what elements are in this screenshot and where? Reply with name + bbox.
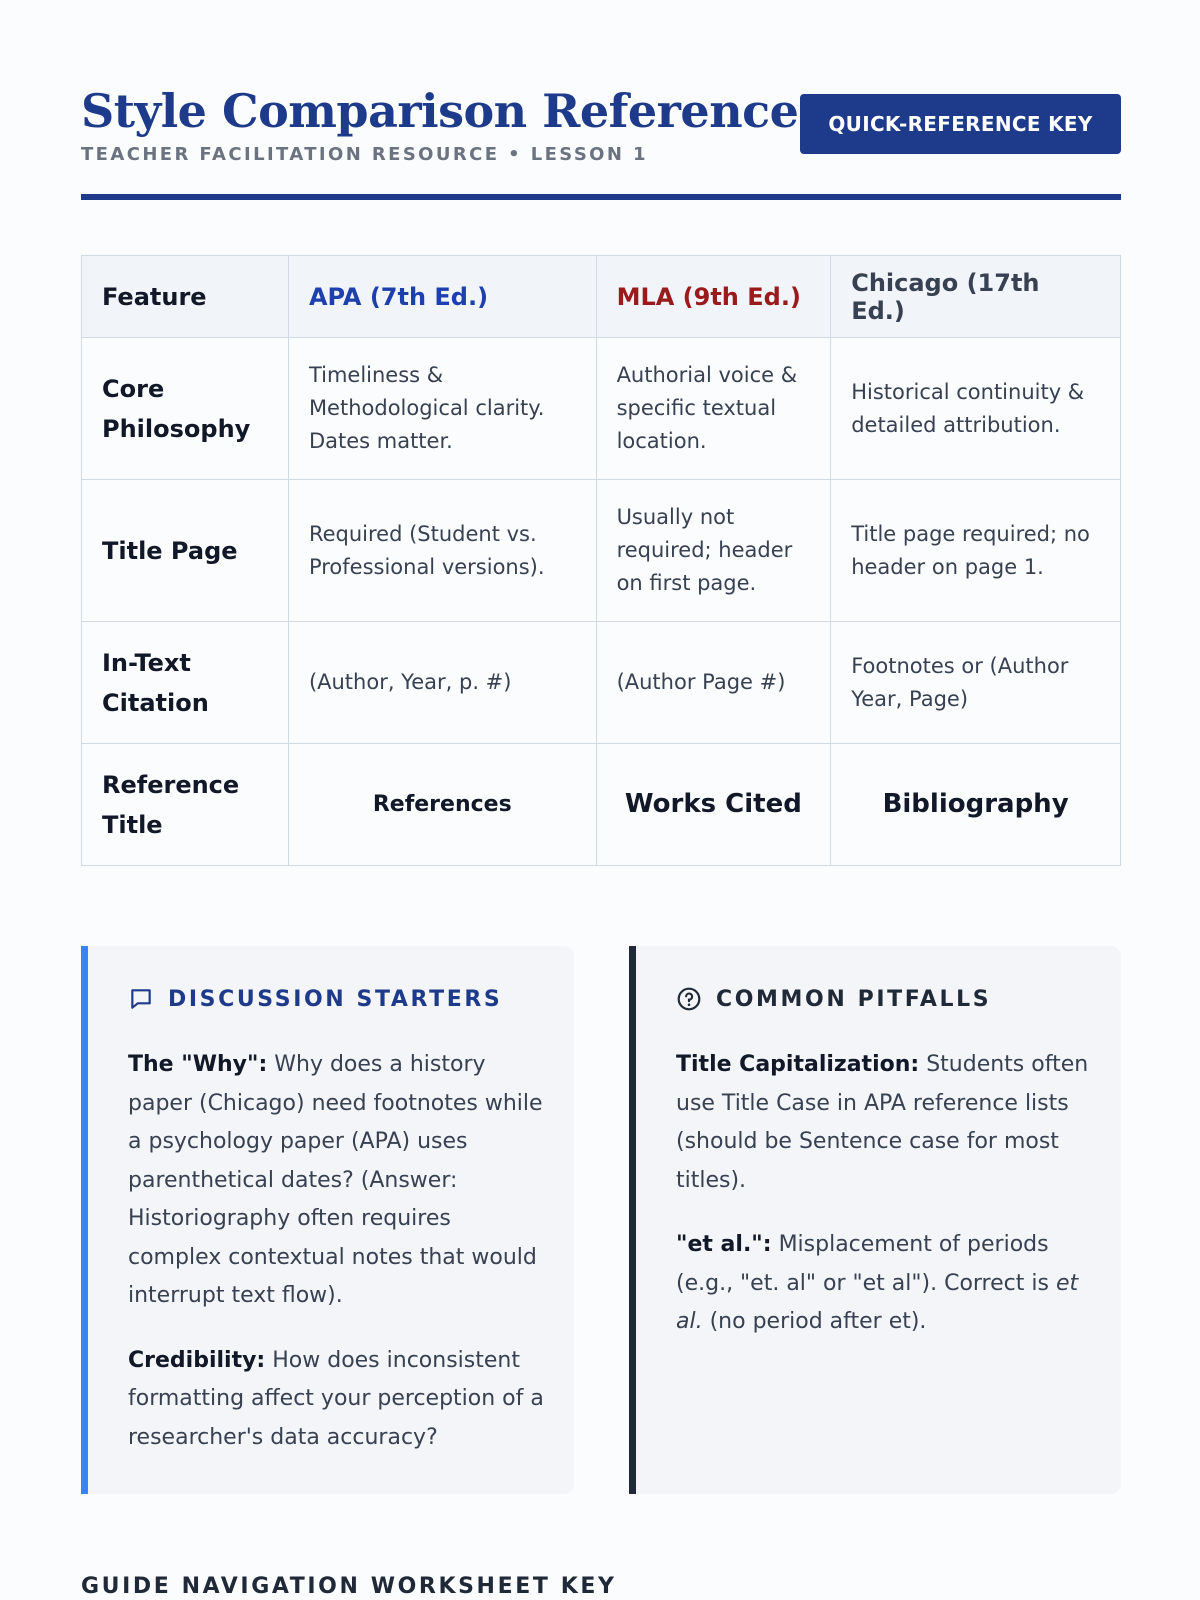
item-label: Title Capitalization: [676, 1052, 920, 1077]
cell-apa: Timeliness & Methodological clarity. Dates matter. [288, 338, 596, 480]
common-pitfalls-card [629, 946, 1121, 1494]
page-header [81, 84, 1121, 200]
cell-chicago: Title page required; no header on page 1. [831, 480, 1121, 622]
discussion-starters-title: DISCUSSION STARTERS [168, 986, 503, 1012]
item-text-italic: et al. [676, 1270, 1079, 1334]
page-subtitle: TEACHER FACILITATION RESOURCE • LESSON 1 [81, 144, 648, 165]
worksheet-key-heading: GUIDE NAVIGATION WORKSHEET KEY [81, 1574, 617, 1599]
row-feature-label: Core Philosophy [82, 338, 289, 480]
list-item [676, 1046, 1097, 1200]
header-feature: Feature [82, 256, 289, 338]
discussion-starters-header [128, 986, 502, 1012]
item-text: Misplacement of periods (e.g., "et. al" or "et al"). Correct is [676, 1232, 1049, 1296]
discussion-starters-body [128, 1046, 550, 1483]
quick-reference-key-button[interactable]: QUICK-REFERENCE KEY [800, 94, 1121, 154]
cell-apa: Required (Student vs. Professional versions). [288, 480, 596, 622]
list-item [128, 1342, 550, 1458]
table-row [82, 622, 1121, 744]
item-label: "et al.": [676, 1232, 772, 1257]
list-item [128, 1046, 550, 1316]
cell-mla: (Author Page #) [596, 622, 831, 744]
header-apa: APA (7th Ed.) [288, 256, 596, 338]
table-row [82, 744, 1121, 866]
item-text: Students often use Title Case in APA reference lists (should be Sentence case for most titles). [676, 1052, 1089, 1193]
chat-bubble-icon [128, 986, 154, 1012]
cell-mla: Usually not required; header on first page. [596, 480, 831, 622]
item-text: How does inconsistent formatting affect your perception of a researcher's data accuracy? [128, 1347, 544, 1450]
cell-apa: References [288, 744, 596, 866]
row-feature-label: Reference Title [82, 744, 289, 866]
item-text: (no period after et). [709, 1309, 927, 1334]
table-row [82, 480, 1121, 622]
cell-apa: (Author, Year, p. #) [288, 622, 596, 744]
row-feature-label: Title Page [82, 480, 289, 622]
cell-chicago: Historical continuity & detailed attribution. [831, 338, 1121, 480]
discussion-starters-card [81, 946, 574, 1494]
cell-mla: Authorial voice & specific textual location. [596, 338, 831, 480]
cell-chicago: Footnotes or (Author Year, Page) [831, 622, 1121, 744]
style-comparison-table [81, 255, 1121, 866]
item-label: The "Why": [128, 1052, 268, 1077]
item-text: Why does a history paper (Chicago) need footnotes while a psychology paper (APA) uses parenthetical dates? (Answer: Historiography often requires complex contextual notes that would interrupt text flow). [128, 1052, 543, 1308]
header-chicago: Chicago (17th Ed.) [831, 256, 1121, 338]
header-mla: MLA (9th Ed.) [596, 256, 831, 338]
header-divider [81, 194, 1121, 200]
common-pitfalls-title: COMMON PITFALLS [716, 986, 992, 1012]
question-circle-icon [676, 986, 702, 1012]
table-header-row [82, 256, 1121, 338]
cell-mla: Works Cited [596, 744, 831, 866]
cell-chicago: Bibliography [831, 744, 1121, 866]
common-pitfalls-header [676, 986, 991, 1012]
list-item [676, 1226, 1097, 1342]
table-row [82, 338, 1121, 480]
common-pitfalls-body [676, 1046, 1097, 1368]
row-feature-label: In-Text Citation [82, 622, 289, 744]
page-title: Style Comparison Reference [81, 84, 799, 138]
item-label: Credibility: [128, 1347, 266, 1373]
